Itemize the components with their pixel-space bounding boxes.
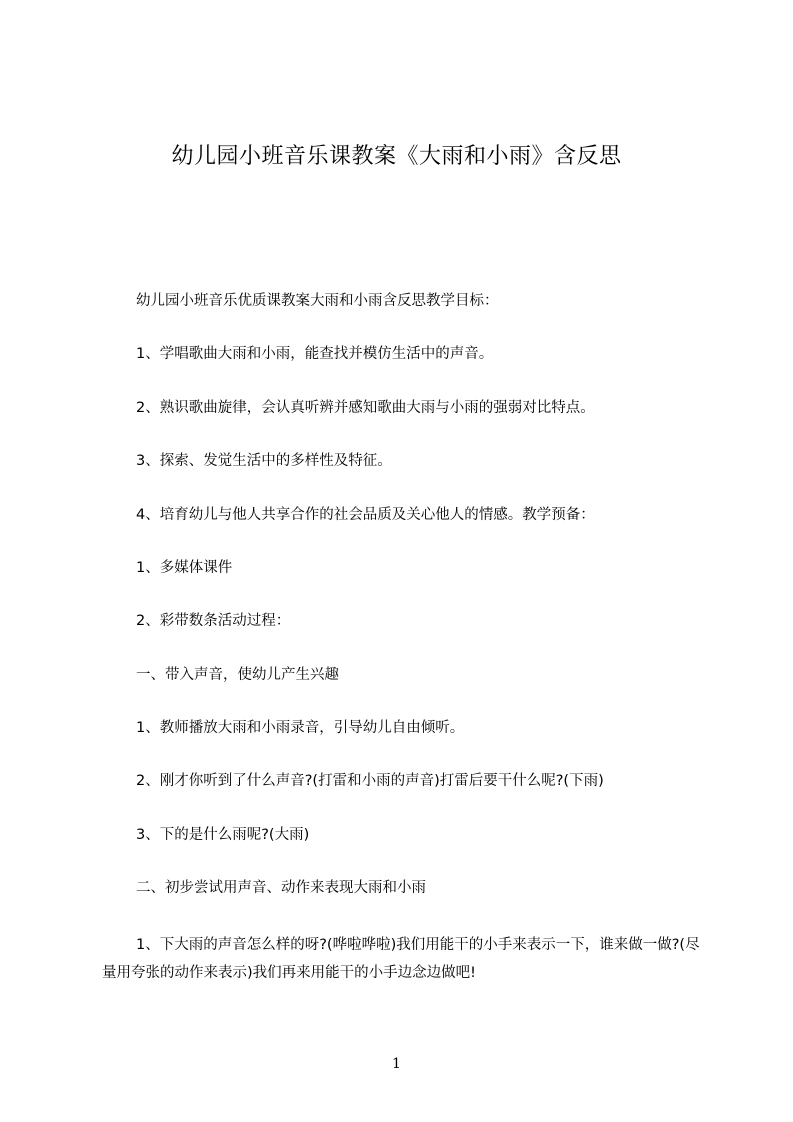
paragraph-goal-2: 2、熟识歌曲旋律，会认真听辨并感知歌曲大雨与小雨的强弱对比特点。 xyxy=(136,400,595,416)
paragraph-step-3: 3、下的是什么雨呢?(大雨) xyxy=(136,827,310,843)
section-heading-1: 一、带入声音，使幼儿产生兴趣 xyxy=(136,667,339,683)
paragraph-teaching-goals: 幼儿园小班音乐优质课教案大雨和小雨含反思教学目标： xyxy=(136,293,499,309)
paragraph-goal-1: 1、学唱歌曲大雨和小雨，能查找并模仿生活中的声音。 xyxy=(136,346,494,362)
page-number: 1 xyxy=(392,1056,401,1072)
paragraph-prep-2: 2、彩带数条活动过程： xyxy=(136,613,291,629)
paragraph-prep-1: 1、多媒体课件 xyxy=(136,560,233,576)
paragraph-step-2-1: 1、下大雨的声音怎么样的呀?(哗啦哗啦)我们用能干的小手来表示一下，谁来做一做?(尽量用夸张的动作来表示)我们再来用能干的小手边念边做吧! xyxy=(102,937,700,981)
paragraph-step-2: 2、刚才你听到了什么声音?(打雷和小雨的声音)打雷后要干什么呢?(下雨) xyxy=(136,773,604,789)
paragraph-goal-4: 4、培育幼儿与他人共享合作的社会品质及关心他人的情感。教学预备： xyxy=(136,507,595,523)
paragraph-goal-3: 3、探索、发觉生活中的多样性及特征。 xyxy=(136,453,392,469)
document-title: 幼儿园小班音乐课教案《大雨和小雨》含反思 xyxy=(171,144,622,169)
paragraph-step-1: 1、教师播放大雨和小雨录音，引导幼儿自由倾听。 xyxy=(136,720,465,736)
section-heading-2: 二、初步尝试用声音、动作来表现大雨和小雨 xyxy=(136,880,426,896)
